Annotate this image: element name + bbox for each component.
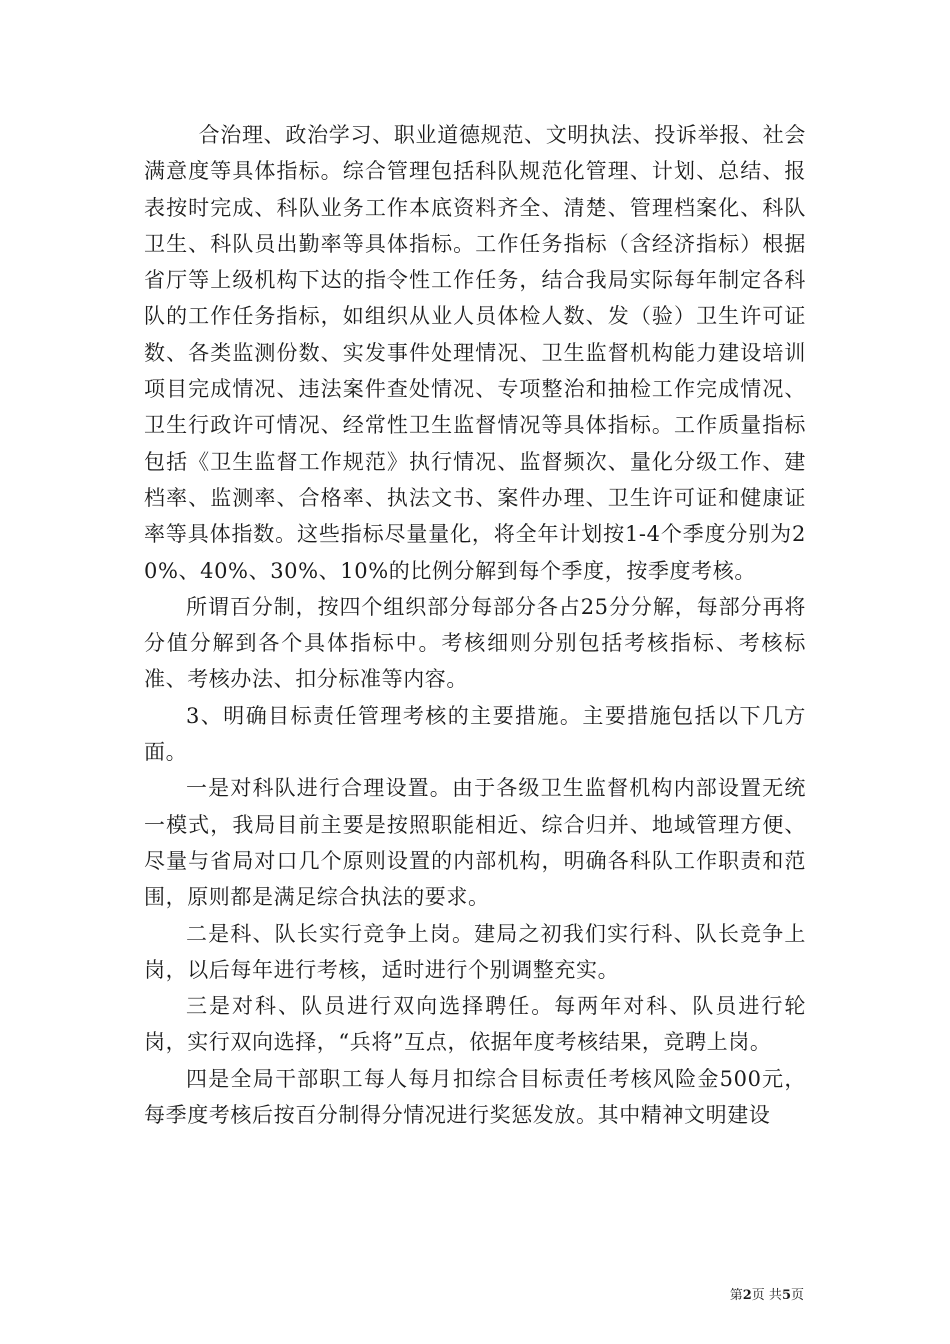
footer-suffix: 页 (790, 1288, 804, 1303)
paragraph-main-measures: 3、明确目标责任管理考核的主要措施。主要措施包括以下几方面。 (144, 703, 806, 765)
footer-prefix: 第 (729, 1288, 743, 1303)
page-number-footer (730, 1288, 804, 1304)
paragraph-measure-two: 二是科、队长实行竞争上岗。建局之初我们实行科、队长竞争上岗，以后每年进行考核，适时进行个别调整充实。 (144, 921, 806, 982)
document-body (144, 117, 806, 1133)
paragraph-measure-one: 一是对科队进行合理设置。由于各级卫生监督机构内部设置无统一模式，我局目前主要是按照职能相近、综合归并、地域管理方便、尽量与省局对口几个原则设置的内部机构，明确各科队工作职责和范围，原则都是满足综合执法的要求。 (144, 776, 806, 910)
paragraph-measure-three: 三是对科、队员进行双向选择聘任。每两年对科、队员进行轮岗，实行双向选择，“兵将”互点，依据年度考核结果，竞聘上岗。 (144, 994, 806, 1055)
paragraph-indicators: 合治理、政治学习、职业道德规范、文明执法、投诉举报、社会满意度等具体指标。综合管理包括科队规范化管理、计划、总结、报表按时完成、科队业务工作本底资料齐全、清楚、管理档案化、科队卫生、科队员出勤率等具体指标。工作任务指标（含经济指标）根据省厅等上级机构下达的指令性工作任务，结合我局实际每年制定各科队的工作任务指标，如组织从业人员体检人数、发（验）卫生许可证数、各类监测份数、实发事件处理情况、卫生监督机构能力建设培训项目完成情况、违法案件查处情况、专项整治和抽检工作完成情况、卫生行政许可情况、经常性卫生监督情况等具体指标。工作质量指标包括《卫生监督工作规范》执行情况、监督频次、量化分级工作、建档率、监测率、合格率、执法文书、案件办理、卫生许可证和健康证率等具体指数。这些指标尽量量化，将全年计划按1-4个季度分别为20%、40%、30%、10%的比例分解到每个季度，按季度考核。 (144, 123, 806, 583)
footer-middle: 页 共 (751, 1288, 782, 1303)
footer-current-page: 2 (742, 1288, 752, 1303)
footer-total-pages: 5 (781, 1288, 791, 1303)
paragraph-measure-four: 四是全局干部职工每人每月扣综合目标责任考核风险金500元，每季度考核后按百分制得分情况进行奖惩发放。其中精神文明建设 (144, 1066, 806, 1128)
paragraph-percentage-system: 所谓百分制，按四个组织部分每部分各占25分分解，每部分再将分值分解到各个具体指标中。考核细则分别包括考核指标、考核标准、考核办法、扣分标准等内容。 (144, 594, 806, 692)
